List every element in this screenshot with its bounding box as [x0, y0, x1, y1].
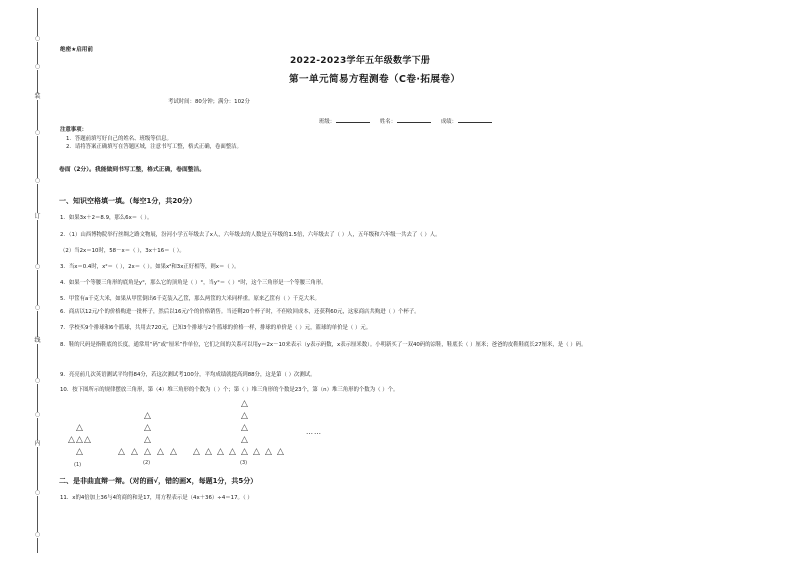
binding-circle: ○ — [34, 129, 41, 136]
question-4: 4．如果一个等腰三角形的底角是y°，那么它的顶角是（ ）°，当y°＝（ ）°时，这个三角形是一个等腰三角形。 — [60, 280, 327, 286]
secret-mark: 绝密★启用前 — [60, 47, 93, 53]
binding-circle: ○ — [34, 63, 41, 70]
note-item: 1．答题前填写好自己的姓名、班级等信息。 — [66, 136, 172, 142]
triangle-icon: △ — [241, 435, 248, 445]
triangle-icon: △ — [68, 435, 75, 445]
binding-char-ding: 订 — [32, 213, 43, 220]
figure-label: (2) — [143, 460, 151, 466]
triangle-icon: △ — [205, 447, 212, 457]
binding-line — [37, 8, 38, 553]
figure-label: (1) — [74, 462, 82, 468]
continuation-dots: …… — [306, 428, 322, 436]
note-item: 2．请将答案正确填写在答题区域，注意书写工整，格式正确，卷面整洁。 — [66, 144, 242, 150]
triangle-icon: △ — [193, 447, 200, 457]
figure-label: (3) — [240, 460, 248, 466]
question-7: 7．学校买9个排球和6个篮球，共用去720元，已知3个排球与2个篮球的价格一样，排球的单价是（ ）元，篮球的单价是（ ）元。 — [60, 325, 372, 331]
binding-char-nei: 内 — [32, 440, 43, 447]
question-3: 3．当x＝0.4时，x²＝（ ），2x＝（ ）。如果x²和3x正好相等，则x＝（ ）。 — [60, 264, 240, 270]
triangle-icon: △ — [253, 447, 260, 457]
binding-circle: ○ — [34, 35, 41, 42]
question-2-1: 2．（1）山西博物院举行丝绸之路文物展，汾河小学五年级去了x人，六年级去的人数是五年级的1.5倍，六年级去了（ ）人，五年级和六年级一共去了（ ）人。 — [60, 232, 441, 238]
binding-circle: ○ — [34, 531, 41, 538]
binding-circle: ○ — [34, 177, 41, 184]
name-blank[interactable] — [397, 117, 431, 123]
triangle-icon: △ — [241, 411, 248, 421]
student-info-fields — [319, 117, 500, 126]
exam-title-line1: 2022-2023学年五年级数学下册 — [290, 56, 431, 66]
question-9: 9．亮亮前几次英语测试平均得84分，若这次测试考100分，平均成绩就提高到88分，这是第（ ）次测试。 — [60, 372, 316, 378]
binding-char-xian: 线 — [32, 337, 43, 344]
class-blank[interactable] — [336, 117, 370, 123]
triangle-icon: △ — [265, 447, 272, 457]
triangle-icon: △ — [170, 447, 177, 457]
triangle-icon: △ — [76, 447, 83, 457]
binding-circle: ○ — [34, 489, 41, 496]
name-label: 姓名： — [379, 119, 397, 125]
question-11: 11．x的4倍加上36与4的商的和是17，用方程表示是（4x＋36）÷4＝17。（ ） — [60, 495, 253, 501]
triangle-icon: △ — [241, 423, 248, 433]
binding-circle: ○ — [34, 411, 41, 418]
triangle-icon: △ — [144, 435, 151, 445]
question-2-2: （2）当2x＝10时，58－x＝（ ），3x＋16＝（ ）。 — [60, 248, 185, 254]
triangle-icon: △ — [76, 423, 83, 433]
score-blank[interactable] — [458, 117, 492, 123]
triangle-icon: △ — [229, 447, 236, 457]
binding-circle: ○ — [34, 304, 41, 311]
triangle-icon: △ — [118, 447, 125, 457]
triangle-icon: △ — [144, 411, 151, 421]
question-6: 6．商店以12元/个的价格购进一批杯子，然后以16元/个的价格销售。当还剩20个杯子时，不但收回成本，还获利60元，这家商店共购进（ ）个杯子。 — [60, 309, 420, 315]
triangle-icon: △ — [217, 447, 224, 457]
triangle-icon: △ — [76, 435, 83, 445]
exam-time-score: 考试时间：80分钟；满分：102分 — [168, 99, 250, 105]
binding-circle: ○ — [34, 263, 41, 270]
triangle-icon: △ — [241, 447, 248, 457]
exam-title-line2: 第一单元简易方程测卷（C卷·拓展卷） — [289, 74, 461, 85]
triangle-icon: △ — [144, 447, 151, 457]
triangle-icon: △ — [144, 423, 151, 433]
neatness-note: 卷面（2分）。我能做到书写工整，格式正确，卷面整洁。 — [59, 167, 206, 173]
class-label: 班级： — [319, 119, 336, 125]
score-label: 成绩： — [440, 119, 457, 125]
section-title: 二、是非曲直辩一辩。（对的画√，错的画X，每题1分，共5分） — [59, 477, 258, 485]
question-1: 1．如果3x＋2＝8.9，那么6x＝（ ）。 — [60, 215, 153, 221]
binding-char-zhuang: 装 — [32, 93, 43, 100]
section-title: 一、知识空格填一填。（每空1分，共20分） — [59, 197, 197, 205]
notes-title: 注意事项： — [60, 127, 87, 133]
triangle-icon: △ — [241, 399, 248, 409]
triangle-icon: △ — [84, 435, 91, 445]
triangle-icon: △ — [277, 447, 284, 457]
question-8: 8．鞋的尺码是指鞋底的长度，通常用“码”或“厘米”作单位，它们之间的关系可以用y＝2x－10来表示（y表示码数，x表示厘米数）。小明新买了一双40码的凉鞋，鞋底长（ ）厘米；爸爸的皮鞋鞋底长27厘米，是（ ）码。 — [60, 342, 587, 348]
question-5: 5．甲筐有a千克大米，如果从甲筐倒出6千克装入乙筐，那么两筐的大米同样重。原来乙筐有（ ）千克大米。 — [60, 296, 320, 302]
binding-circle: ○ — [34, 377, 41, 384]
triangle-icon: △ — [157, 447, 164, 457]
triangle-icon: △ — [131, 447, 138, 457]
binding-strip — [30, 0, 46, 561]
question-10: 10．按下图所示的规律摆放三角形，第（4）堆三角形的个数为（ ）个；第（ ）堆三角形的个数是23个，第（n）堆三角形的个数为（ ）个。 — [60, 387, 399, 393]
